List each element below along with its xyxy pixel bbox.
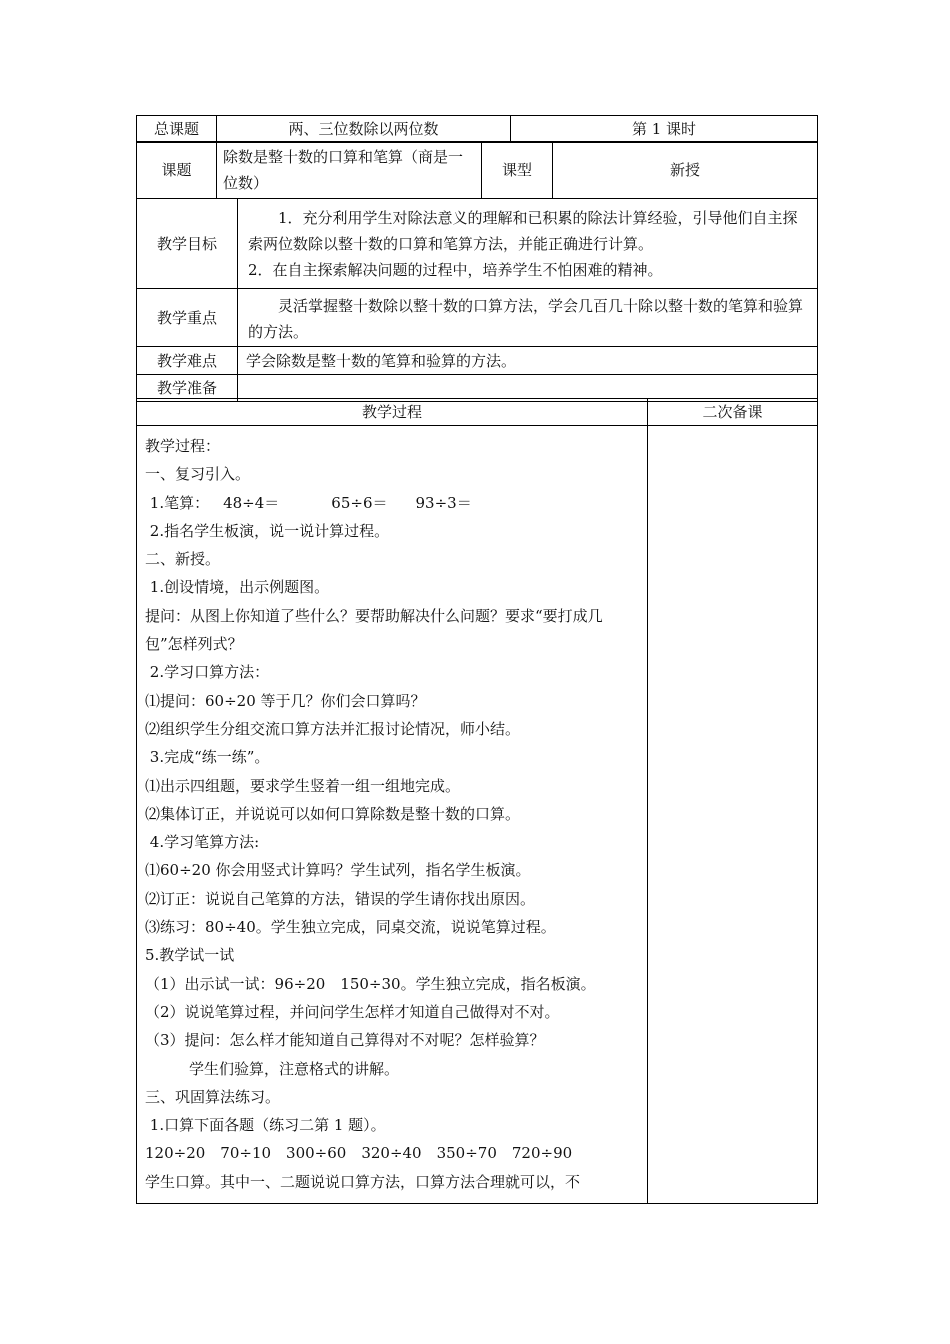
new-item-3: 3.完成“练一练”。 — [149, 748, 270, 767]
new-item-5d: 学生们验算，注意格式的讲解。 — [189, 1059, 400, 1078]
focus-text: 灵活掌握整十数除以整十数的口算方法，学会几百几十除以整十数的笔算和验算的方法。 — [248, 297, 804, 341]
focus-content — [238, 289, 818, 347]
new-item-5a: （1）出示试一试：96÷20 150÷30。学生独立完成，指名板演。 — [145, 974, 596, 993]
difficulty-content — [238, 347, 818, 375]
aims-line-2: 2．在自主探索解决问题的过程中，培养学生不怕困难的精神。 — [248, 261, 663, 279]
new-item-1: 1.创设情境，出示例题图。 — [149, 578, 330, 597]
aims-label: 教学目标 — [137, 199, 238, 289]
new-item-4: 4.学习笔算方法: — [149, 833, 260, 852]
topic-value: 除数是整十数的口算和笔算（商是一位数） — [217, 142, 482, 199]
difficulty-label: 教学难点 — [137, 347, 238, 375]
aims-content — [238, 199, 818, 289]
review-item-2: 2.指名学生板演，说一说计算过程。 — [149, 521, 390, 540]
side-notes-header: 二次备课 — [648, 399, 818, 426]
new-item-2: 2.学习口算方法： — [149, 663, 270, 682]
lesson-meta-row — [136, 115, 818, 143]
period-value: 第 1 课时 — [511, 116, 818, 143]
new-heading: 二、新授。 — [145, 550, 221, 569]
practice-item-1-note: 学生口算。其中一、二题说说口算方法，口算方法合理就可以，不 — [145, 1172, 581, 1191]
new-item-5b: （2）说说笔算过程，并问问学生怎样才知道自己做得对不对。 — [145, 1002, 560, 1021]
aims-line-1: 1．充分利用学生对除法意义的理解和已积累的除法计算经验，引导他们自主探索两位数除以整十数的口算和笔算方法，并能正确进行计算。 — [248, 209, 798, 253]
process-table — [136, 398, 818, 1204]
new-item-2a: ⑴提问：60÷20 等于几？你们会口算吗？ — [145, 691, 426, 710]
new-item-3b: ⑵集体订正，并说说可以如何口算除数是整十数的口算。 — [145, 804, 521, 823]
lesson-topic-row — [136, 141, 818, 199]
unit-value: 两、三位数除以两位数 — [217, 116, 511, 143]
prep-label: 教学准备 — [137, 375, 238, 402]
difficulty-text: 学会除数是整十数的笔算和验算的方法。 — [246, 351, 517, 370]
new-item-2b: ⑵组织学生分组交流口算方法并汇报讨论情况，师小结。 — [145, 719, 521, 738]
type-value: 新授 — [553, 142, 818, 199]
new-item-4a: ⑴60÷20 你会用竖式计算吗？学生试列，指名学生板演。 — [145, 861, 531, 880]
new-item-4b: ⑵订正：说说自己笔算的方法，错误的学生请你找出原因。 — [145, 889, 536, 908]
new-item-4c: ⑶练习：80÷40。学生独立完成，同桌交流，说说笔算过程。 — [145, 918, 556, 937]
practice-item-1-exercises: 120÷20 70÷10 300÷60 320÷40 350÷70 720÷90 — [145, 1144, 573, 1163]
lesson-goals-table — [136, 198, 818, 402]
new-item-5c: （3）提问：怎么样才能知道自己算得对不对呢？怎样验算？ — [145, 1031, 545, 1050]
practice-item-1: 1.口算下面各题（练习二第 1 题）。 — [149, 1116, 386, 1135]
review-heading: 一、复习引入。 — [145, 465, 251, 484]
process-body — [137, 426, 648, 1204]
new-item-1-question: 提问：从图上你知道了些什么？要帮助解决什么问题？要求“要打成几包”怎样列式？ — [145, 606, 603, 654]
review-item-1: 1.笔算： 48÷4＝ 65÷6＝ 93÷3＝ — [149, 493, 472, 512]
new-item-3a: ⑴出示四组题，要求学生竖着一组一组地完成。 — [145, 776, 461, 795]
process-title: 教学过程： — [145, 437, 221, 455]
practice-heading: 三、巩固算法练习。 — [145, 1087, 281, 1106]
new-item-5: 5.教学试一试 — [145, 946, 235, 965]
focus-label: 教学重点 — [137, 289, 238, 347]
type-label: 课型 — [482, 142, 553, 199]
unit-label: 总课题 — [137, 116, 217, 143]
side-notes-body — [648, 426, 818, 1204]
process-header: 教学过程 — [137, 399, 648, 426]
topic-label: 课题 — [137, 142, 217, 199]
